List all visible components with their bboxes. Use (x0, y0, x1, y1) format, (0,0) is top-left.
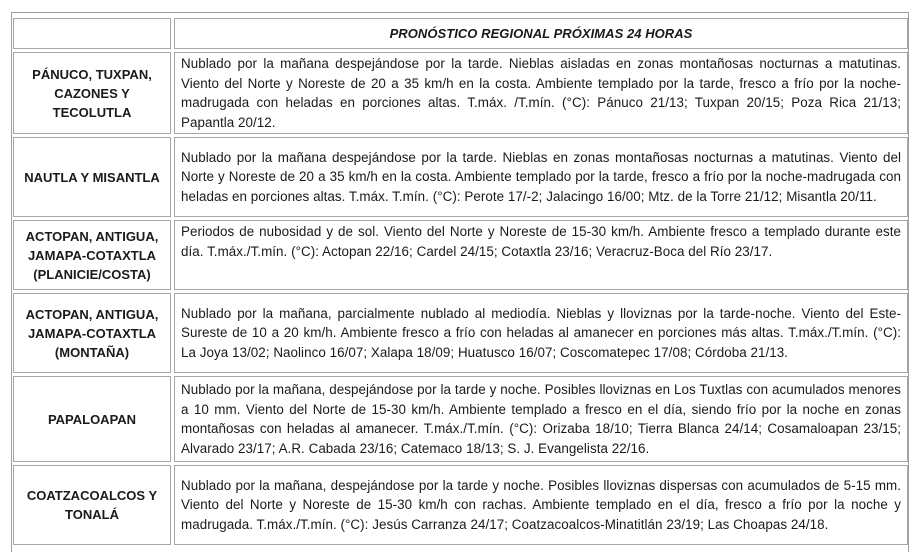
forecast-text: Nublado por la mañana despejándose por la tarde. Nieblas aisladas en zonas montañosas nocturnas a matutinas. Viento del Norte y Noreste de 20 a 35 km/h en la costa. Ambiente templado por la tarde, fresco a frío por la noche-madrugada con heladas en porciones altas. T.máx. /T.mín. (°C): Pánuco 21/13; Tuxpan 20/15; Poza Rica 21/13; Papantla 20/12. (174, 52, 908, 134)
header-region-cell (13, 18, 171, 49)
region-name: NAUTLA Y MISANTLA (13, 137, 171, 217)
table-row (13, 137, 908, 217)
table-header-row (13, 18, 908, 49)
table-row (13, 293, 908, 373)
regional-forecast-table (13, 15, 908, 548)
forecast-text: Nublado por la mañana despejándose por la tarde. Nieblas en zonas montañosas nocturnas a matutinas. Viento del Norte y Noreste de 20 a 35 km/h en la costa. Ambiente templado por la tarde, fresco a frío por la noche-madrugada con heladas en porciones altas. T.máx. T.mín. (°C): Perote 17/-2; Jalacingo 16/00; Mtz. de la Torre 21/12; Misantla 20/11. (174, 137, 908, 217)
region-name: COATZACOALCOS Y TONALÁ (13, 465, 171, 545)
region-name: ACTOPAN, ANTIGUA, JAMAPA-COTAXTLA (MONTAÑA) (13, 293, 171, 373)
table-row (13, 376, 908, 462)
header-title: PRONÓSTICO REGIONAL PRÓXIMAS 24 HORAS (174, 18, 908, 49)
forecast-text: Periodos de nubosidad y de sol. Viento del Norte y Noreste de 15-30 km/h. Ambiente fresco a templado durante este día. T.máx./T.mín. (°C): Actopan 22/16; Cardel 24/15; Cotaxtla 23/16; Veracruz-Boca del Río 23/17. (174, 220, 908, 290)
table-row (13, 465, 908, 545)
region-name: PÁNUCO, TUXPAN, CAZONES Y TECOLUTLA (13, 52, 171, 134)
forecast-text: Nublado por la mañana, despejándose por la tarde y noche. Posibles lloviznas dispersas con acumulados de 5-15 mm. Viento del Norte y Noreste de 15-30 km/h con rachas. Ambiente templado en el día, fresco a frío por la noche y madrugada. T.máx./T.mín. (°C): Jesús Carranza 24/17; Coatzacoalcos-Minatitlán 23/19; Las Choapas 24/18. (174, 465, 908, 545)
forecast-text: Nublado por la mañana, despejándose por la tarde y noche. Posibles lloviznas en Los Tuxtlas con acumulados menores a 10 mm. Viento del Norte de 15-30 km/h. Ambiente templado a fresco en el día, siendo frío por la noche en zonas montañosas con heladas al amanecer. T.máx./T.mín. (°C): Orizaba 18/10; Tierra Blanca 24/14; Cosamaloapan 23/15; Alvarado 23/17; A.R. Cabada 23/16; Catemaco 18/13; S. J. Evangelista 22/16. (174, 376, 908, 462)
table-row (13, 220, 908, 290)
region-name: ACTOPAN, ANTIGUA, JAMAPA-COTAXTLA (PLANICIE/COSTA) (13, 220, 171, 290)
region-name: PAPALOAPAN (13, 376, 171, 462)
table-row (13, 52, 908, 134)
forecast-text: Nublado por la mañana, parcialmente nublado al mediodía. Nieblas y lloviznas por la tarde-noche. Viento del Este-Sureste de 10 a 20 km/h. Ambiente fresco a frío con heladas al amanecer en porciones más altas. T.máx./T.mín. (°C): La Joya 13/02; Naolinco 16/07; Xalapa 18/09; Huatusco 16/07; Coscomatepec 17/08; Córdoba 21/13. (174, 293, 908, 373)
